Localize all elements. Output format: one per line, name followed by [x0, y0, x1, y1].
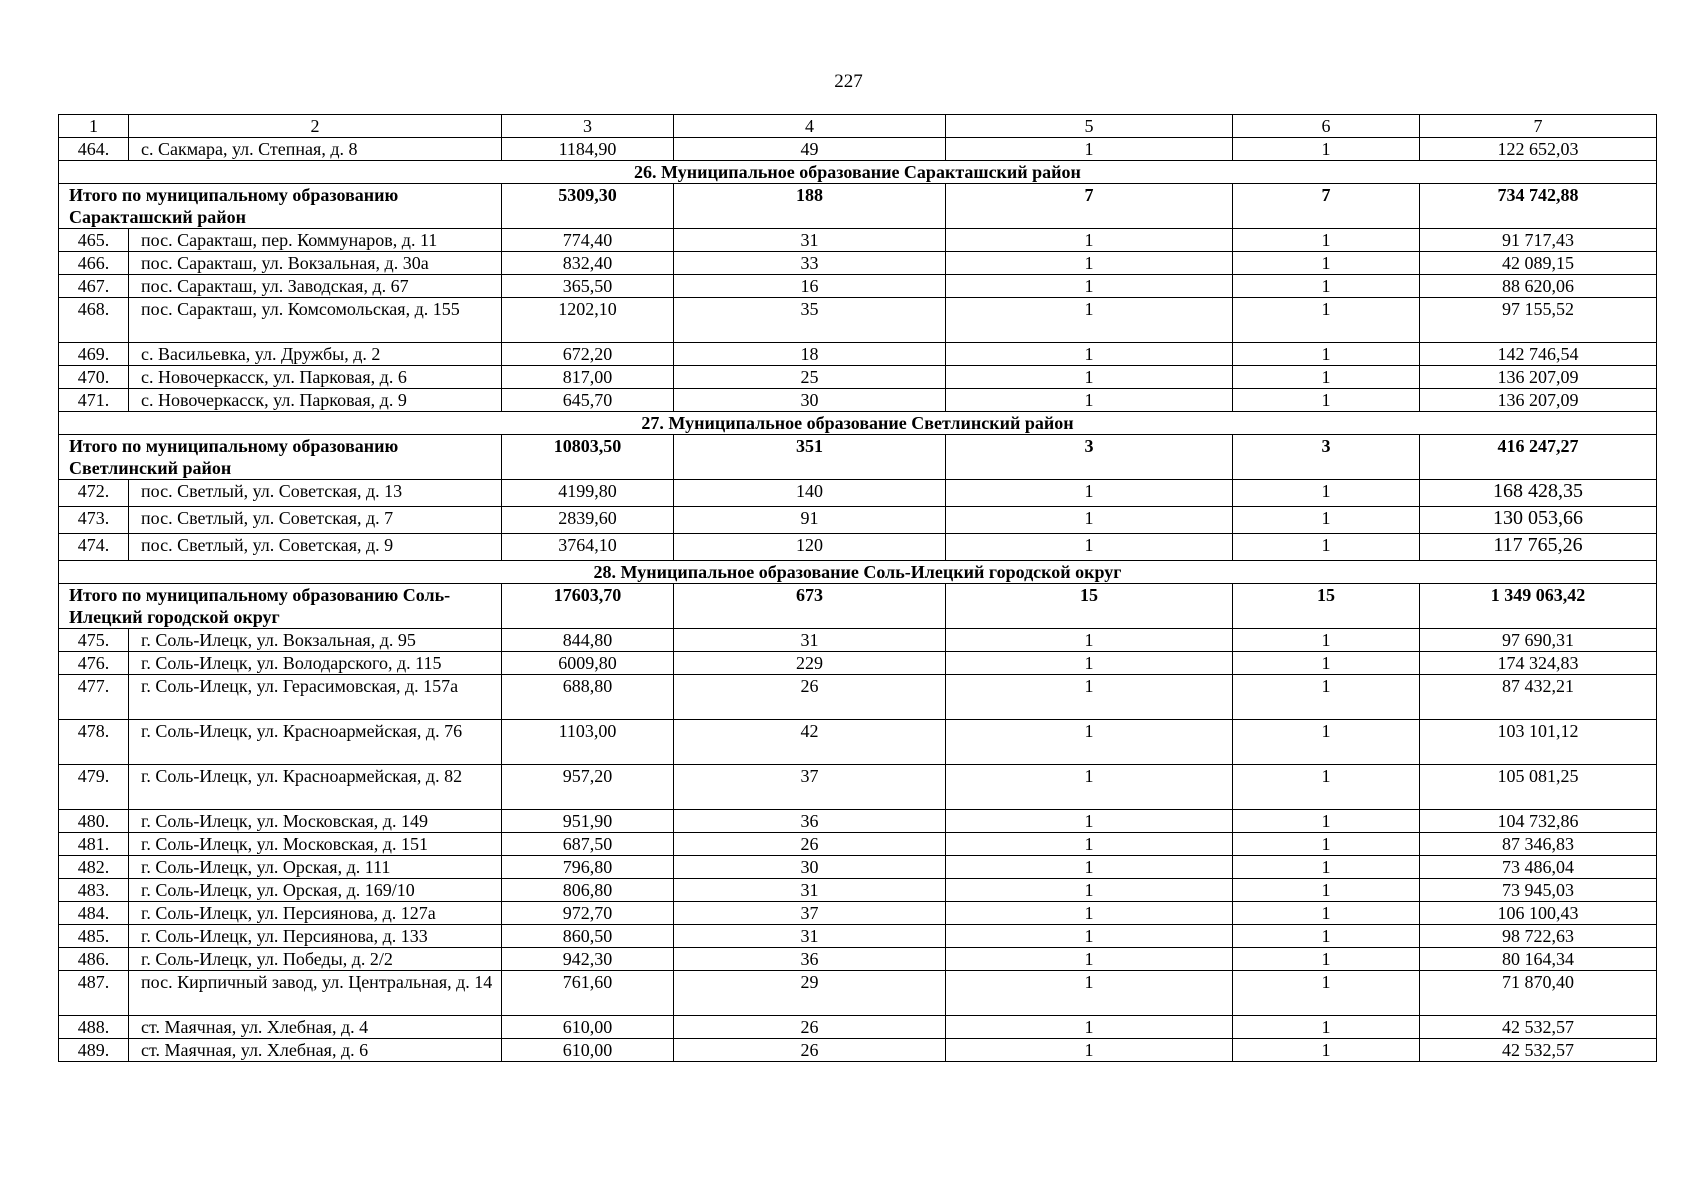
row-col6: 1: [1233, 1039, 1420, 1062]
row-number: 471.: [59, 389, 129, 412]
row-number: 488.: [59, 1016, 129, 1039]
row-address: пос. Саракташ, ул. Заводская, д. 67: [129, 275, 502, 298]
total-people: 351: [674, 435, 946, 480]
row-number: 477.: [59, 675, 129, 720]
row-people: 26: [674, 675, 946, 720]
row-col5: 1: [946, 948, 1233, 971]
row-area: 860,50: [502, 925, 674, 948]
row-number: 473.: [59, 507, 129, 534]
total-col6: 3: [1233, 435, 1420, 480]
row-col6: 1: [1233, 138, 1420, 161]
table-row: [59, 480, 1657, 507]
column-number-row: [59, 115, 1657, 138]
row-area: 610,00: [502, 1039, 674, 1062]
row-col5: 1: [946, 229, 1233, 252]
row-address: пос. Саракташ, ул. Комсомольская, д. 155: [129, 298, 502, 343]
table-row: [59, 507, 1657, 534]
row-number: 475.: [59, 629, 129, 652]
row-people: 31: [674, 229, 946, 252]
row-col5: 1: [946, 534, 1233, 561]
row-number: 465.: [59, 229, 129, 252]
total-sum: 416 247,27: [1420, 435, 1657, 480]
row-sum: 80 164,34: [1420, 948, 1657, 971]
row-address: пос. Саракташ, ул. Вокзальная, д. 30а: [129, 252, 502, 275]
row-area: 951,90: [502, 810, 674, 833]
row-col5: 1: [946, 879, 1233, 902]
row-people: 26: [674, 1039, 946, 1062]
row-col5: 1: [946, 810, 1233, 833]
row-number: 478.: [59, 720, 129, 765]
row-sum: 106 100,43: [1420, 902, 1657, 925]
row-address: с. Васильевка, ул. Дружбы, д. 2: [129, 343, 502, 366]
row-sum: 73 486,04: [1420, 856, 1657, 879]
row-col5: 1: [946, 1016, 1233, 1039]
row-col5: 1: [946, 833, 1233, 856]
row-people: 16: [674, 275, 946, 298]
table-row: [59, 720, 1657, 765]
row-sum: 104 732,86: [1420, 810, 1657, 833]
total-label: Итого по муниципальному образованию Соль-Илецкий городской округ: [59, 584, 502, 629]
row-sum: 87 346,83: [1420, 833, 1657, 856]
row-area: 942,30: [502, 948, 674, 971]
table-row: [59, 856, 1657, 879]
row-number: 470.: [59, 366, 129, 389]
row-area: 844,80: [502, 629, 674, 652]
table-row: [59, 1016, 1657, 1039]
row-number: 474.: [59, 534, 129, 561]
row-people: 229: [674, 652, 946, 675]
row-col6: 1: [1233, 298, 1420, 343]
row-col5: 1: [946, 507, 1233, 534]
total-area: 5309,30: [502, 184, 674, 229]
row-address: пос. Светлый, ул. Советская, д. 13: [129, 480, 502, 507]
row-area: 774,40: [502, 229, 674, 252]
row-col6: 1: [1233, 765, 1420, 810]
row-address: с. Новочеркасск, ул. Парковая, д. 9: [129, 389, 502, 412]
row-sum: 88 620,06: [1420, 275, 1657, 298]
row-area: 2839,60: [502, 507, 674, 534]
row-area: 806,80: [502, 879, 674, 902]
row-col6: 1: [1233, 879, 1420, 902]
row-col5: 1: [946, 925, 1233, 948]
row-people: 33: [674, 252, 946, 275]
row-number: 483.: [59, 879, 129, 902]
row-col6: 1: [1233, 902, 1420, 925]
row-address: пос. Светлый, ул. Советская, д. 9: [129, 534, 502, 561]
row-col6: 1: [1233, 480, 1420, 507]
column-number: 3: [502, 115, 674, 138]
row-area: 4199,80: [502, 480, 674, 507]
table-row: [59, 948, 1657, 971]
row-area: 972,70: [502, 902, 674, 925]
row-sum: 105 081,25: [1420, 765, 1657, 810]
row-col6: 1: [1233, 229, 1420, 252]
section-title: 26. Муниципальное образование Саракташский район: [59, 161, 1657, 184]
row-address: пос. Кирпичный завод, ул. Центральная, д. 14: [129, 971, 502, 1016]
row-area: 610,00: [502, 1016, 674, 1039]
table-row: [59, 971, 1657, 1016]
total-col6: 15: [1233, 584, 1420, 629]
row-people: 25: [674, 366, 946, 389]
row-number: 479.: [59, 765, 129, 810]
table-row: [59, 629, 1657, 652]
row-number: 476.: [59, 652, 129, 675]
row-sum: 42 532,57: [1420, 1016, 1657, 1039]
section-header-row: [59, 412, 1657, 435]
row-people: 140: [674, 480, 946, 507]
total-col5: 7: [946, 184, 1233, 229]
table-row: [59, 879, 1657, 902]
row-area: 957,20: [502, 765, 674, 810]
row-address: г. Соль-Илецк, ул. Володарского, д. 115: [129, 652, 502, 675]
total-col5: 3: [946, 435, 1233, 480]
row-sum: 130 053,66: [1420, 507, 1657, 534]
column-number: 4: [674, 115, 946, 138]
total-sum: 1 349 063,42: [1420, 584, 1657, 629]
table-row: [59, 652, 1657, 675]
row-col6: 1: [1233, 507, 1420, 534]
row-people: 26: [674, 833, 946, 856]
row-sum: 42 532,57: [1420, 1039, 1657, 1062]
row-area: 3764,10: [502, 534, 674, 561]
row-number: 464.: [59, 138, 129, 161]
row-address: г. Соль-Илецк, ул. Красноармейская, д. 82: [129, 765, 502, 810]
total-people: 673: [674, 584, 946, 629]
row-area: 817,00: [502, 366, 674, 389]
row-people: 120: [674, 534, 946, 561]
row-col6: 1: [1233, 652, 1420, 675]
section-title: 27. Муниципальное образование Светлинский район: [59, 412, 1657, 435]
total-col5: 15: [946, 584, 1233, 629]
row-number: 467.: [59, 275, 129, 298]
row-people: 18: [674, 343, 946, 366]
table-row: [59, 534, 1657, 561]
row-sum: 103 101,12: [1420, 720, 1657, 765]
table-row: [59, 765, 1657, 810]
row-people: 42: [674, 720, 946, 765]
row-people: 31: [674, 629, 946, 652]
housing-table: [58, 114, 1657, 1062]
row-col6: 1: [1233, 833, 1420, 856]
row-sum: 174 324,83: [1420, 652, 1657, 675]
row-col5: 1: [946, 366, 1233, 389]
table-row: [59, 366, 1657, 389]
row-address: г. Соль-Илецк, ул. Персиянова, д. 133: [129, 925, 502, 948]
row-col6: 1: [1233, 389, 1420, 412]
row-people: 30: [674, 856, 946, 879]
row-col6: 1: [1233, 925, 1420, 948]
row-col5: 1: [946, 389, 1233, 412]
row-col5: 1: [946, 343, 1233, 366]
row-col5: 1: [946, 856, 1233, 879]
row-col6: 1: [1233, 366, 1420, 389]
row-sum: 136 207,09: [1420, 389, 1657, 412]
table-row: [59, 833, 1657, 856]
row-area: 1184,90: [502, 138, 674, 161]
row-col5: 1: [946, 138, 1233, 161]
row-address: г. Соль-Илецк, ул. Герасимовская, д. 157а: [129, 675, 502, 720]
total-area: 10803,50: [502, 435, 674, 480]
row-col5: 1: [946, 298, 1233, 343]
total-col6: 7: [1233, 184, 1420, 229]
row-col5: 1: [946, 1039, 1233, 1062]
row-col6: 1: [1233, 343, 1420, 366]
row-col5: 1: [946, 765, 1233, 810]
row-address: г. Соль-Илецк, ул. Победы, д. 2/2: [129, 948, 502, 971]
page-number: 227: [834, 71, 863, 92]
row-sum: 71 870,40: [1420, 971, 1657, 1016]
row-sum: 122 652,03: [1420, 138, 1657, 161]
row-sum: 42 089,15: [1420, 252, 1657, 275]
table-row: [59, 1039, 1657, 1062]
row-col6: 1: [1233, 971, 1420, 1016]
row-sum: 97 690,31: [1420, 629, 1657, 652]
row-area: 832,40: [502, 252, 674, 275]
row-sum: 98 722,63: [1420, 925, 1657, 948]
row-people: 37: [674, 765, 946, 810]
row-people: 37: [674, 902, 946, 925]
row-sum: 87 432,21: [1420, 675, 1657, 720]
row-col5: 1: [946, 652, 1233, 675]
section-title: 28. Муниципальное образование Соль-Илецкий городской округ: [59, 561, 1657, 584]
row-col6: 1: [1233, 252, 1420, 275]
row-number: 481.: [59, 833, 129, 856]
column-number: 6: [1233, 115, 1420, 138]
table-row: [59, 389, 1657, 412]
row-col6: 1: [1233, 856, 1420, 879]
row-people: 36: [674, 810, 946, 833]
row-people: 26: [674, 1016, 946, 1039]
row-number: 466.: [59, 252, 129, 275]
row-area: 6009,80: [502, 652, 674, 675]
row-address: пос. Светлый, ул. Советская, д. 7: [129, 507, 502, 534]
row-number: 468.: [59, 298, 129, 343]
table-row: [59, 138, 1657, 161]
row-address: г. Соль-Илецк, ул. Орская, д. 169/10: [129, 879, 502, 902]
total-row: [59, 184, 1657, 229]
row-number: 480.: [59, 810, 129, 833]
row-col5: 1: [946, 480, 1233, 507]
row-area: 688,80: [502, 675, 674, 720]
row-address: г. Соль-Илецк, ул. Персиянова, д. 127а: [129, 902, 502, 925]
row-area: 672,20: [502, 343, 674, 366]
column-number: 1: [59, 115, 129, 138]
row-sum: 91 717,43: [1420, 229, 1657, 252]
row-address: г. Соль-Илецк, ул. Московская, д. 151: [129, 833, 502, 856]
row-sum: 142 746,54: [1420, 343, 1657, 366]
row-people: 30: [674, 389, 946, 412]
row-address: г. Соль-Илецк, ул. Вокзальная, д. 95: [129, 629, 502, 652]
row-col5: 1: [946, 720, 1233, 765]
row-sum: 117 765,26: [1420, 534, 1657, 561]
table-row: [59, 229, 1657, 252]
row-area: 365,50: [502, 275, 674, 298]
row-area: 1103,00: [502, 720, 674, 765]
row-address: г. Соль-Илецк, ул. Орская, д. 111: [129, 856, 502, 879]
table-row: [59, 343, 1657, 366]
row-area: 687,50: [502, 833, 674, 856]
row-col5: 1: [946, 275, 1233, 298]
row-address: с. Сакмара, ул. Степная, д. 8: [129, 138, 502, 161]
section-header-row: [59, 161, 1657, 184]
total-people: 188: [674, 184, 946, 229]
table-row: [59, 810, 1657, 833]
row-sum: 73 945,03: [1420, 879, 1657, 902]
total-label: Итого по муниципальному образованию Светлинский район: [59, 435, 502, 480]
row-address: ст. Маячная, ул. Хлебная, д. 4: [129, 1016, 502, 1039]
row-number: 487.: [59, 971, 129, 1016]
row-area: 645,70: [502, 389, 674, 412]
row-col5: 1: [946, 252, 1233, 275]
row-people: 31: [674, 925, 946, 948]
row-col6: 1: [1233, 534, 1420, 561]
row-col6: 1: [1233, 948, 1420, 971]
row-address: пос. Саракташ, пер. Коммунаров, д. 11: [129, 229, 502, 252]
row-number: 484.: [59, 902, 129, 925]
row-col6: 1: [1233, 810, 1420, 833]
row-col5: 1: [946, 629, 1233, 652]
column-number: 2: [129, 115, 502, 138]
column-number: 5: [946, 115, 1233, 138]
column-number: 7: [1420, 115, 1657, 138]
row-col6: 1: [1233, 1016, 1420, 1039]
row-address: ст. Маячная, ул. Хлебная, д. 6: [129, 1039, 502, 1062]
row-area: 761,60: [502, 971, 674, 1016]
table-row: [59, 675, 1657, 720]
row-col5: 1: [946, 971, 1233, 1016]
row-area: 1202,10: [502, 298, 674, 343]
row-number: 485.: [59, 925, 129, 948]
table-row: [59, 298, 1657, 343]
table-row: [59, 252, 1657, 275]
row-number: 469.: [59, 343, 129, 366]
row-area: 796,80: [502, 856, 674, 879]
row-sum: 136 207,09: [1420, 366, 1657, 389]
table-row: [59, 925, 1657, 948]
total-row: [59, 435, 1657, 480]
row-people: 49: [674, 138, 946, 161]
row-sum: 97 155,52: [1420, 298, 1657, 343]
row-address: г. Соль-Илецк, ул. Красноармейская, д. 76: [129, 720, 502, 765]
row-number: 489.: [59, 1039, 129, 1062]
table-body: [59, 115, 1657, 1062]
row-people: 31: [674, 879, 946, 902]
table-row: [59, 275, 1657, 298]
row-people: 29: [674, 971, 946, 1016]
row-col5: 1: [946, 902, 1233, 925]
row-col6: 1: [1233, 275, 1420, 298]
row-number: 472.: [59, 480, 129, 507]
section-header-row: [59, 561, 1657, 584]
row-col6: 1: [1233, 720, 1420, 765]
row-number: 482.: [59, 856, 129, 879]
table-row: [59, 902, 1657, 925]
row-col6: 1: [1233, 675, 1420, 720]
row-address: с. Новочеркасск, ул. Парковая, д. 6: [129, 366, 502, 389]
row-people: 36: [674, 948, 946, 971]
total-area: 17603,70: [502, 584, 674, 629]
total-label: Итого по муниципальному образованию Саракташский район: [59, 184, 502, 229]
row-people: 35: [674, 298, 946, 343]
row-col5: 1: [946, 675, 1233, 720]
total-row: [59, 584, 1657, 629]
row-people: 91: [674, 507, 946, 534]
row-address: г. Соль-Илецк, ул. Московская, д. 149: [129, 810, 502, 833]
row-number: 486.: [59, 948, 129, 971]
row-sum: 168 428,35: [1420, 480, 1657, 507]
row-col6: 1: [1233, 629, 1420, 652]
total-sum: 734 742,88: [1420, 184, 1657, 229]
